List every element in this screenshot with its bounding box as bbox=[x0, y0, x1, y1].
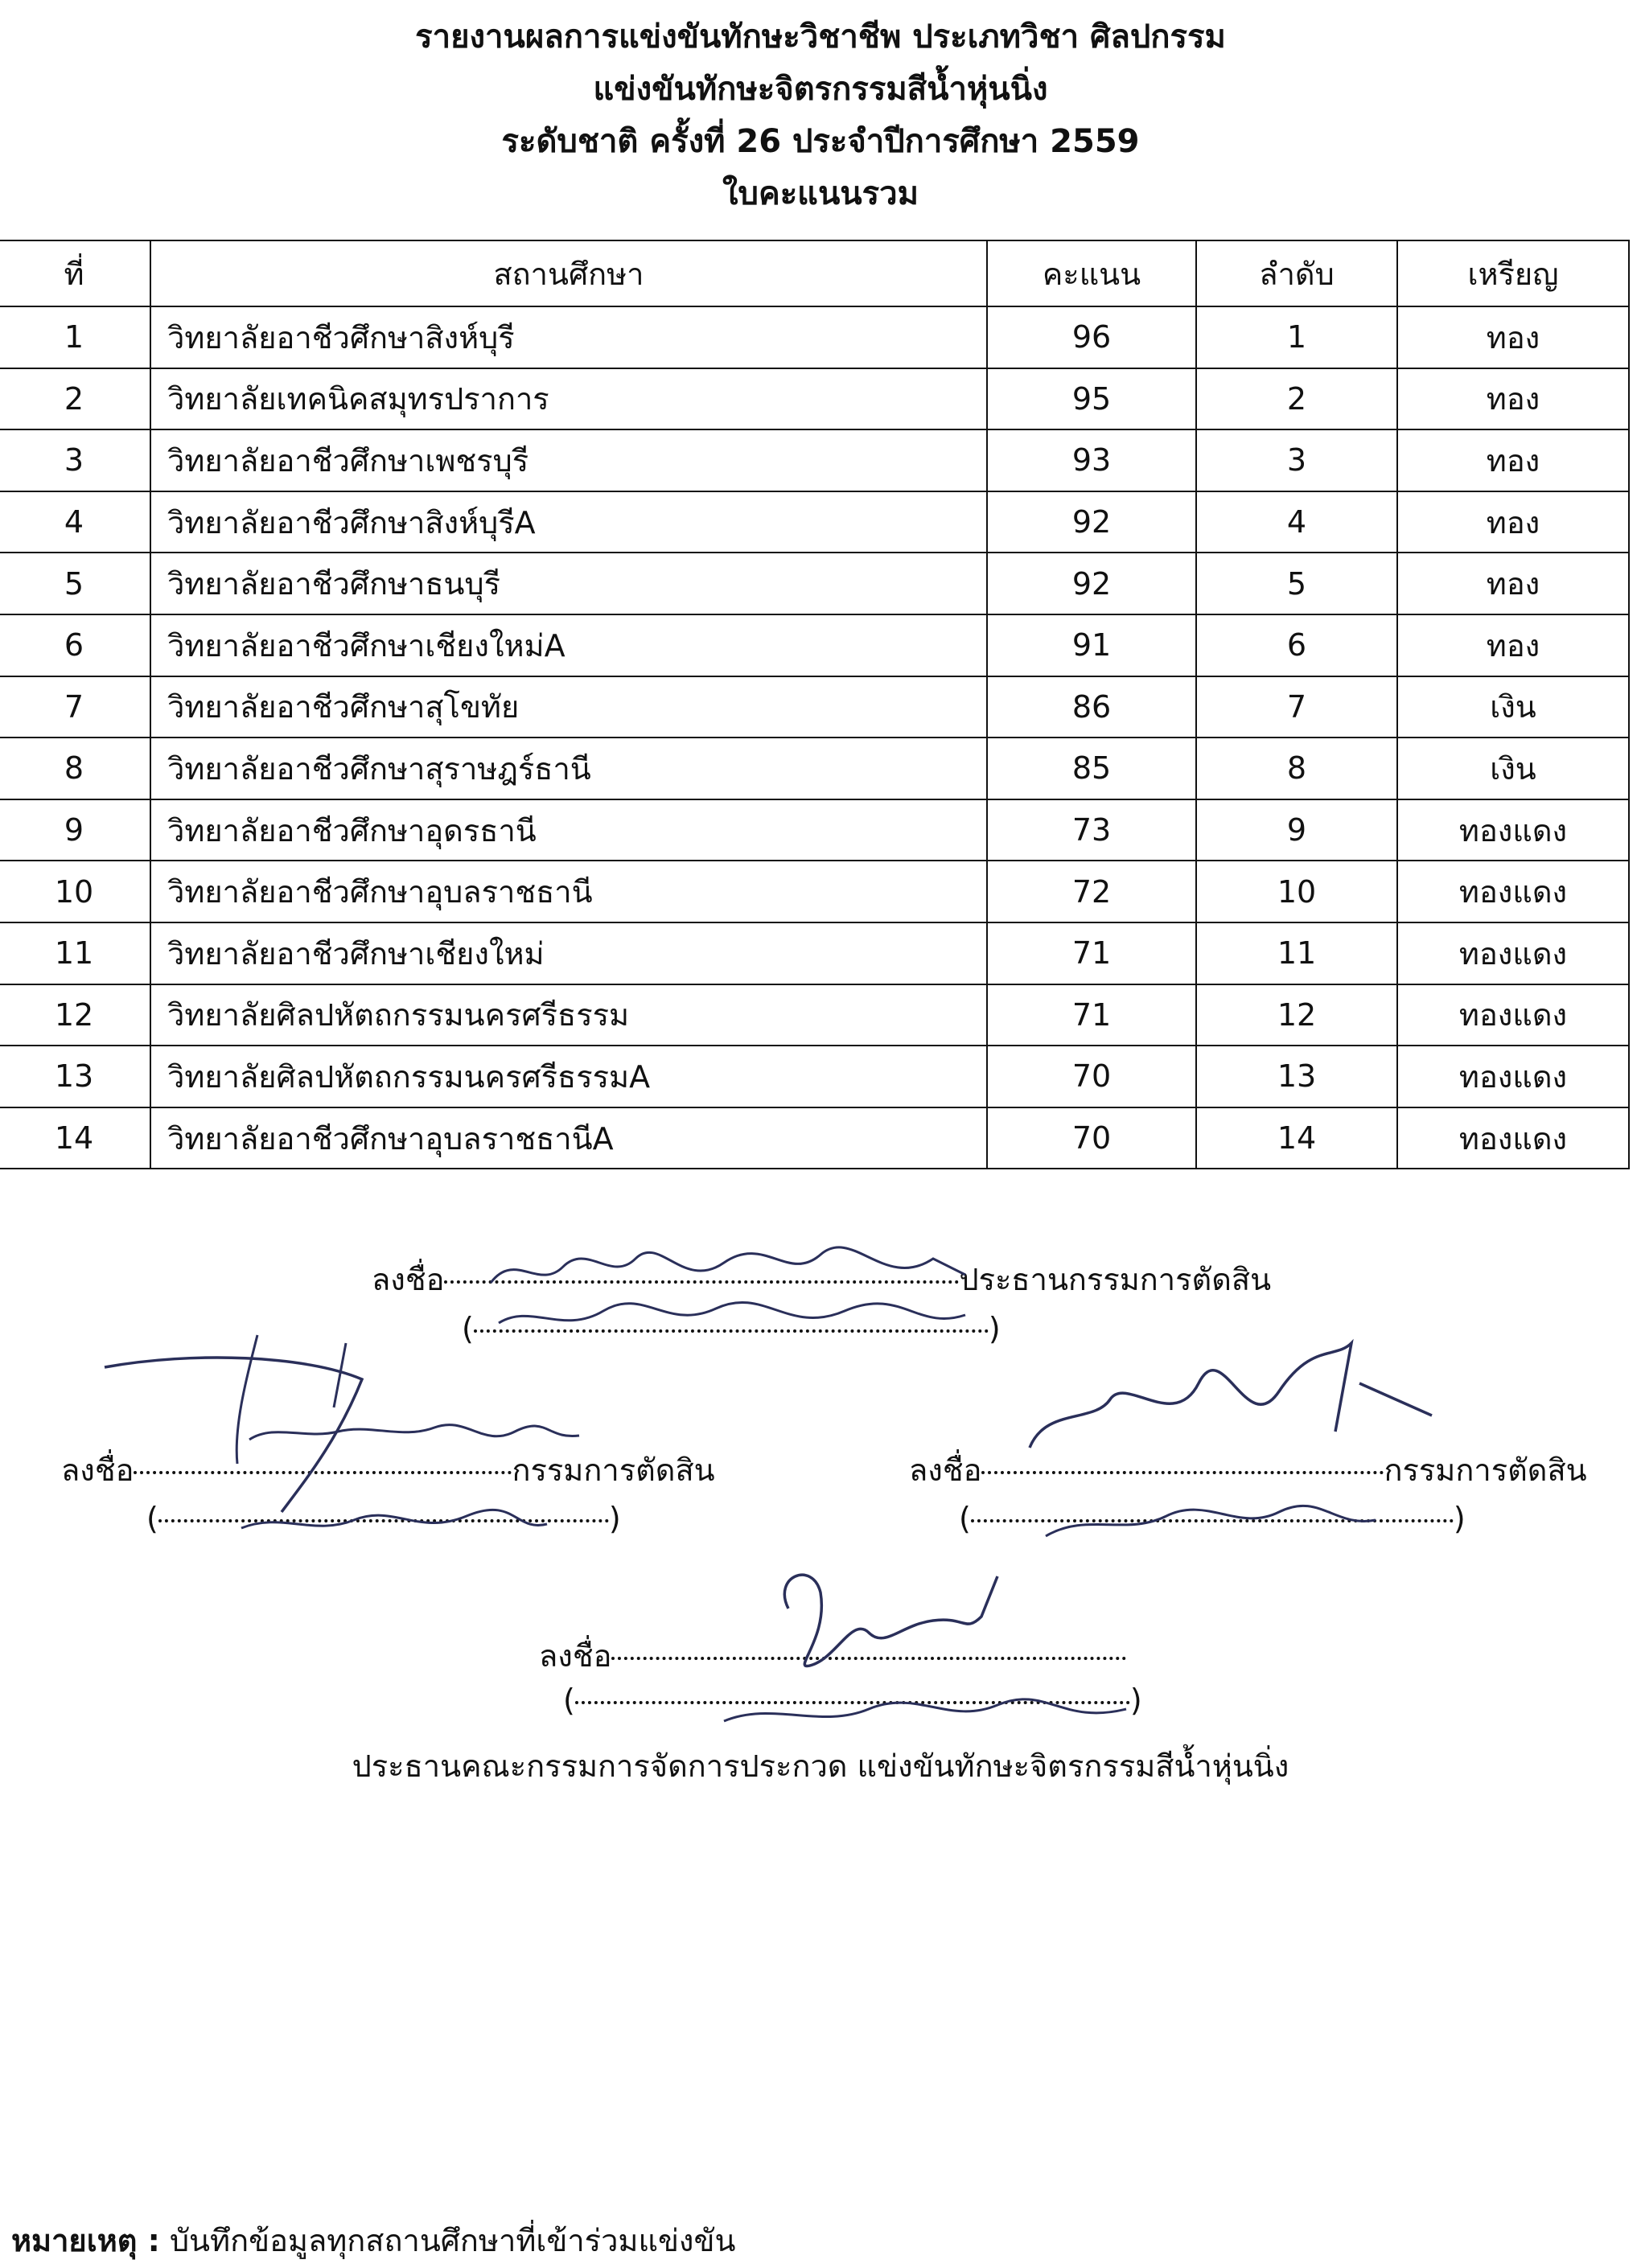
table-row bbox=[0, 614, 1629, 676]
header-medal: เหรียญ bbox=[1397, 240, 1629, 306]
cell-school: วิทยาลัยเทคนิคสมุทรปราการ bbox=[150, 368, 987, 430]
cell-no: 1 bbox=[0, 306, 150, 368]
cell-no: 13 bbox=[0, 1046, 150, 1107]
cell-rank: 9 bbox=[1196, 799, 1397, 861]
title-line-2: แข่งขันทักษะจิตรกรรมสีน้ำหุ่นนิ่ง bbox=[593, 71, 1048, 108]
table-row bbox=[0, 922, 1629, 984]
table-row bbox=[0, 984, 1629, 1046]
cell-no: 9 bbox=[0, 799, 150, 861]
cell-rank: 4 bbox=[1196, 491, 1397, 553]
footnote-text: บันทึกข้อมูลทุกสถานศึกษาที่เข้าร่วมแข่งขัน bbox=[169, 2223, 736, 2258]
cell-no: 11 bbox=[0, 922, 150, 984]
cell-school: วิทยาลัยอาชีวศึกษาธนบุรี bbox=[150, 553, 987, 614]
document-header bbox=[0, 11, 1641, 220]
cell-score: 73 bbox=[987, 799, 1196, 861]
chief-judge-name-line: ( ) bbox=[462, 1311, 1001, 1346]
table-row bbox=[0, 306, 1629, 368]
cell-rank: 3 bbox=[1196, 429, 1397, 491]
cell-score: 93 bbox=[987, 429, 1196, 491]
judge-right-role: กรรมการตัดสิน bbox=[1384, 1452, 1587, 1488]
chief-judge-role: ประธานกรรมการตัดสิน bbox=[959, 1262, 1272, 1297]
score-table bbox=[0, 240, 1630, 1169]
cell-rank: 10 bbox=[1196, 861, 1397, 922]
table-row bbox=[0, 738, 1629, 799]
judge-right-sign-line: ลงชื่อ กรรมการตัดสิน bbox=[909, 1452, 1587, 1488]
cell-rank: 1 bbox=[1196, 306, 1397, 368]
cell-score: 72 bbox=[987, 861, 1196, 922]
cell-medal: เงิน bbox=[1397, 738, 1629, 799]
cell-school: วิทยาลัยอาชีวศึกษาอุบลราชธานี bbox=[150, 861, 987, 922]
cell-medal: ทองแดง bbox=[1397, 984, 1629, 1046]
cell-medal: ทอง bbox=[1397, 429, 1629, 491]
cell-medal: ทอง bbox=[1397, 491, 1629, 553]
cell-score: 91 bbox=[987, 614, 1196, 676]
title-line-3: ระดับชาติ ครั้งที่ 26 ประจำปีการศึกษา 2559 bbox=[501, 123, 1140, 160]
cell-school: วิทยาลัยอาชีวศึกษาสุราษฎร์ธานี bbox=[150, 738, 987, 799]
cell-no: 2 bbox=[0, 368, 150, 430]
cell-rank: 2 bbox=[1196, 368, 1397, 430]
header-score: คะแนน bbox=[987, 240, 1196, 306]
footnote-label: หมายเหตุ : bbox=[11, 2223, 160, 2258]
judge-right-name-line: ( ) bbox=[959, 1501, 1466, 1536]
chair-role: ประธานคณะกรรมการจัดการประกวด แข่งขันทักษะจิตรกรรมสีน้ำหุ่นนิ่ง bbox=[352, 1748, 1289, 1784]
cell-school: วิทยาลัยอาชีวศึกษาสิงห์บุรีA bbox=[150, 491, 987, 553]
judge-left-sign-line: ลงชื่อ กรรมการตัดสิน bbox=[61, 1452, 715, 1488]
cell-medal: เงิน bbox=[1397, 676, 1629, 738]
cell-no: 3 bbox=[0, 429, 150, 491]
table-row bbox=[0, 1046, 1629, 1107]
cell-score: 96 bbox=[987, 306, 1196, 368]
cell-school: วิทยาลัยศิลปหัตถกรรมนครศรีธรรมA bbox=[150, 1046, 987, 1107]
cell-score: 71 bbox=[987, 922, 1196, 984]
title-line-4: ใบคะแนนรวม bbox=[722, 175, 919, 212]
cell-score: 92 bbox=[987, 553, 1196, 614]
judge-left-name-line: ( ) bbox=[146, 1501, 621, 1536]
cell-rank: 6 bbox=[1196, 614, 1397, 676]
cell-score: 92 bbox=[987, 491, 1196, 553]
table-header-row bbox=[0, 240, 1629, 306]
cell-school: วิทยาลัยอาชีวศึกษาอุบลราชธานีA bbox=[150, 1107, 987, 1169]
cell-score: 95 bbox=[987, 368, 1196, 430]
cell-medal: ทองแดง bbox=[1397, 922, 1629, 984]
table-row bbox=[0, 1107, 1629, 1169]
cell-school: วิทยาลัยอาชีวศึกษาสุโขทัย bbox=[150, 676, 987, 738]
cell-no: 8 bbox=[0, 738, 150, 799]
header-school: สถานศึกษา bbox=[150, 240, 987, 306]
cell-medal: ทองแดง bbox=[1397, 1046, 1629, 1107]
chief-judge-sign-line bbox=[372, 1255, 1271, 1304]
cell-rank: 14 bbox=[1196, 1107, 1397, 1169]
cell-medal: ทอง bbox=[1397, 614, 1629, 676]
cell-no: 14 bbox=[0, 1107, 150, 1169]
footnote bbox=[11, 2216, 735, 2265]
title-line-1: รายงานผลการแข่งขันทักษะวิชาชีพ ประเภทวิชา ศิลปกรรม bbox=[415, 18, 1226, 55]
cell-score: 86 bbox=[987, 676, 1196, 738]
chair-name-line: ( ) bbox=[563, 1683, 1142, 1718]
cell-school: วิทยาลัยศิลปหัตถกรรมนครศรีธรรม bbox=[150, 984, 987, 1046]
cell-medal: ทอง bbox=[1397, 306, 1629, 368]
cell-no: 5 bbox=[0, 553, 150, 614]
cell-rank: 12 bbox=[1196, 984, 1397, 1046]
cell-medal: ทองแดง bbox=[1397, 1107, 1629, 1169]
cell-school: วิทยาลัยอาชีวศึกษาเชียงใหม่A bbox=[150, 614, 987, 676]
judge-left-role: กรรมการตัดสิน bbox=[512, 1452, 715, 1488]
cell-score: 70 bbox=[987, 1046, 1196, 1107]
table-row bbox=[0, 429, 1629, 491]
sign-label: ลงชื่อ bbox=[372, 1262, 445, 1297]
cell-school: วิทยาลัยอาชีวศึกษาอุดรธานี bbox=[150, 799, 987, 861]
cell-score: 85 bbox=[987, 738, 1196, 799]
cell-medal: ทองแดง bbox=[1397, 799, 1629, 861]
cell-no: 12 bbox=[0, 984, 150, 1046]
table-row bbox=[0, 491, 1629, 553]
cell-rank: 7 bbox=[1196, 676, 1397, 738]
table-row bbox=[0, 861, 1629, 922]
cell-no: 4 bbox=[0, 491, 150, 553]
table-row bbox=[0, 676, 1629, 738]
cell-medal: ทอง bbox=[1397, 553, 1629, 614]
cell-rank: 11 bbox=[1196, 922, 1397, 984]
cell-no: 7 bbox=[0, 676, 150, 738]
cell-school: วิทยาลัยอาชีวศึกษาเชียงใหม่ bbox=[150, 922, 987, 984]
header-no: ที่ bbox=[0, 240, 150, 306]
table-row bbox=[0, 799, 1629, 861]
table-row bbox=[0, 553, 1629, 614]
cell-school: วิทยาลัยอาชีวศึกษาเพชรบุรี bbox=[150, 429, 987, 491]
cell-medal: ทองแดง bbox=[1397, 861, 1629, 922]
cell-rank: 13 bbox=[1196, 1046, 1397, 1107]
cell-medal: ทอง bbox=[1397, 368, 1629, 430]
header-rank: ลำดับ bbox=[1196, 240, 1397, 306]
table-row bbox=[0, 368, 1629, 430]
chair-sign-line: ลงชื่อ bbox=[539, 1631, 1126, 1680]
cell-no: 6 bbox=[0, 614, 150, 676]
cell-rank: 5 bbox=[1196, 553, 1397, 614]
cell-rank: 8 bbox=[1196, 738, 1397, 799]
cell-score: 70 bbox=[987, 1107, 1196, 1169]
cell-score: 71 bbox=[987, 984, 1196, 1046]
cell-school: วิทยาลัยอาชีวศึกษาสิงห์บุรี bbox=[150, 306, 987, 368]
cell-no: 10 bbox=[0, 861, 150, 922]
